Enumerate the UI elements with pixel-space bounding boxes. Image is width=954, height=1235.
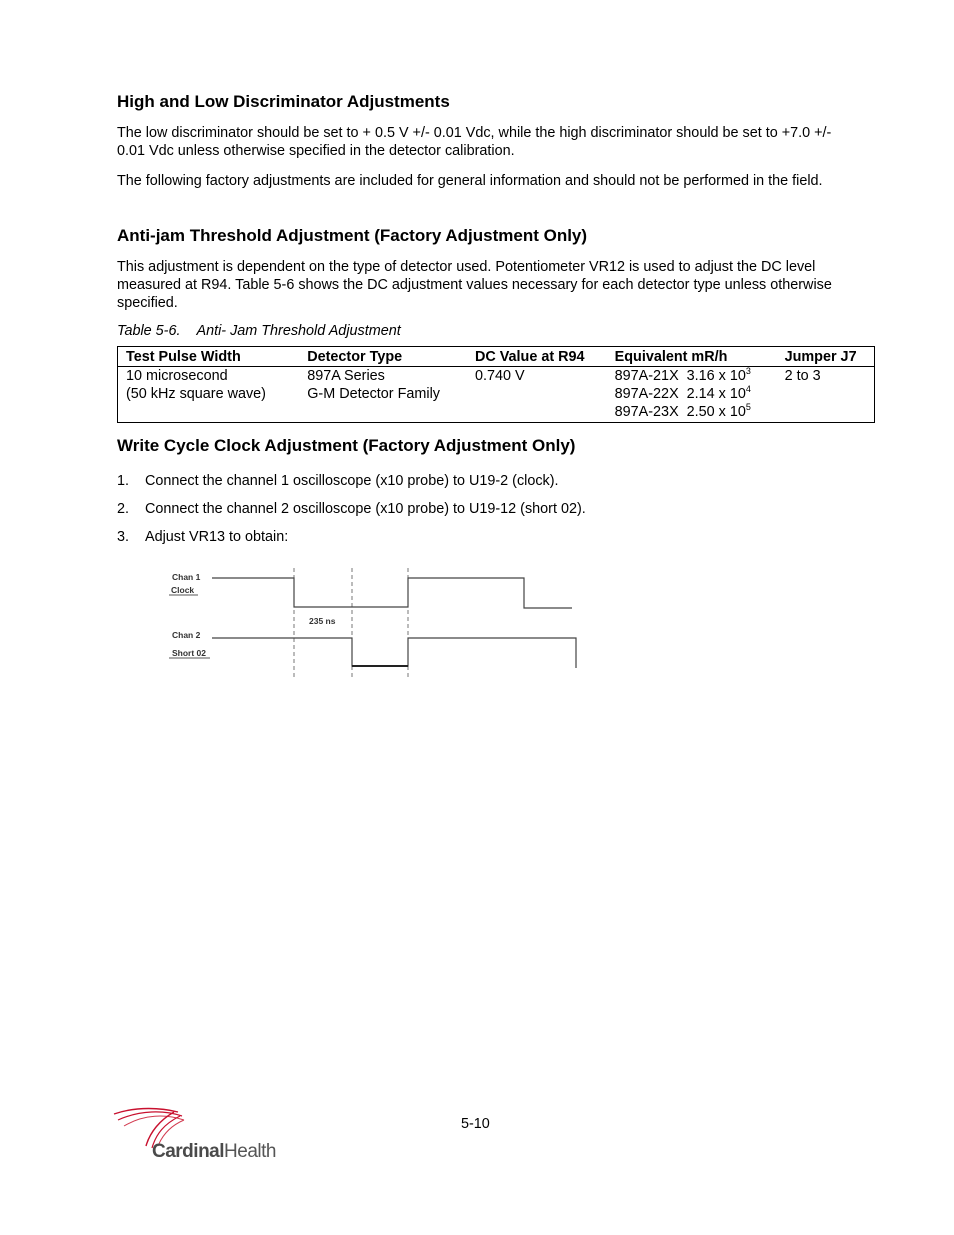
- header-detector-type: Detector Type: [299, 347, 467, 367]
- procedure-steps: [117, 472, 586, 556]
- clock-waveform: [212, 578, 572, 608]
- antijam-table: [117, 346, 875, 423]
- table-caption-title: Anti- Jam Threshold Adjustment: [196, 323, 401, 339]
- short02-label: Short 02: [172, 648, 207, 658]
- paragraph-factory-note: The following factory adjustments are included for general information and should not be performed in the field.: [117, 173, 823, 189]
- equivalent-line: 897A-23X 2.50 x $10^5$: [614, 402, 751, 420]
- clock-label: Clock: [171, 585, 195, 595]
- cell-pulse-width: 10 microsecond (50 kHz square wave): [118, 367, 300, 423]
- cell-jumper: 2 to 3: [777, 367, 875, 423]
- chan1-label: Chan 1: [172, 572, 201, 582]
- cell-dc-value: 0.740 V: [467, 367, 607, 423]
- list-item: 1. Connect the channel 1 oscilloscope (x10 probe) to U19-2 (clock).: [117, 473, 559, 489]
- header-test-pulse-width: Test Pulse Width: [118, 347, 300, 367]
- heading-discriminator: High and Low Discriminator Adjustments: [117, 92, 450, 111]
- cardinal-health-logo: [112, 1104, 282, 1166]
- page-number: 5-10: [461, 1116, 490, 1132]
- paragraph-discriminator-settings: The low discriminator should be set to + 0.5 V +/- 0.01 Vdc, while the high discriminator should be set to +7.0 +/- 0.01 Vdc unless otherwise specified in the detector calibration.: [117, 125, 832, 159]
- cell-detector-type: 897A Series G-M Detector Family: [299, 367, 467, 423]
- timing-diagram: [120, 560, 600, 710]
- header-equivalent: Equivalent mR/h: [607, 347, 777, 367]
- equivalent-line: 897A-22X 2.14 x $10^4$: [614, 384, 751, 402]
- chan2-label: Chan 2: [172, 630, 201, 640]
- table-header-row: [118, 347, 875, 367]
- short02-waveform: [212, 638, 576, 668]
- heading-write-cycle: Write Cycle Clock Adjustment (Factory Adjustment Only): [117, 436, 576, 455]
- header-jumper: Jumper J7: [777, 347, 875, 367]
- table-caption: [117, 323, 401, 339]
- heading-antijam: Anti-jam Threshold Adjustment (Factory Adjustment Only): [117, 226, 588, 245]
- paragraph-antijam: This adjustment is dependent on the type of detector used. Potentiometer VR12 is used to adjust the DC level measured at R94. Table 5-6 shows the DC adjustment values necessary for each detector type unless otherwise specified.: [117, 259, 832, 311]
- interval-label: 235 ns: [309, 616, 336, 626]
- table-row: [118, 367, 875, 423]
- list-item: 2. Connect the channel 2 oscilloscope (x10 probe) to U19-12 (short 02).: [117, 501, 586, 517]
- table-caption-number: Table 5-6.: [117, 323, 181, 339]
- list-item: 3. Adjust VR13 to obtain:: [117, 529, 289, 545]
- logo-wordmark: CardinalHealth: [152, 1141, 276, 1162]
- header-dc-value: DC Value at R94: [467, 347, 607, 367]
- cell-equivalent: [607, 367, 777, 423]
- equivalent-line: 897A-21X 3.16 x $10^3$: [614, 366, 751, 384]
